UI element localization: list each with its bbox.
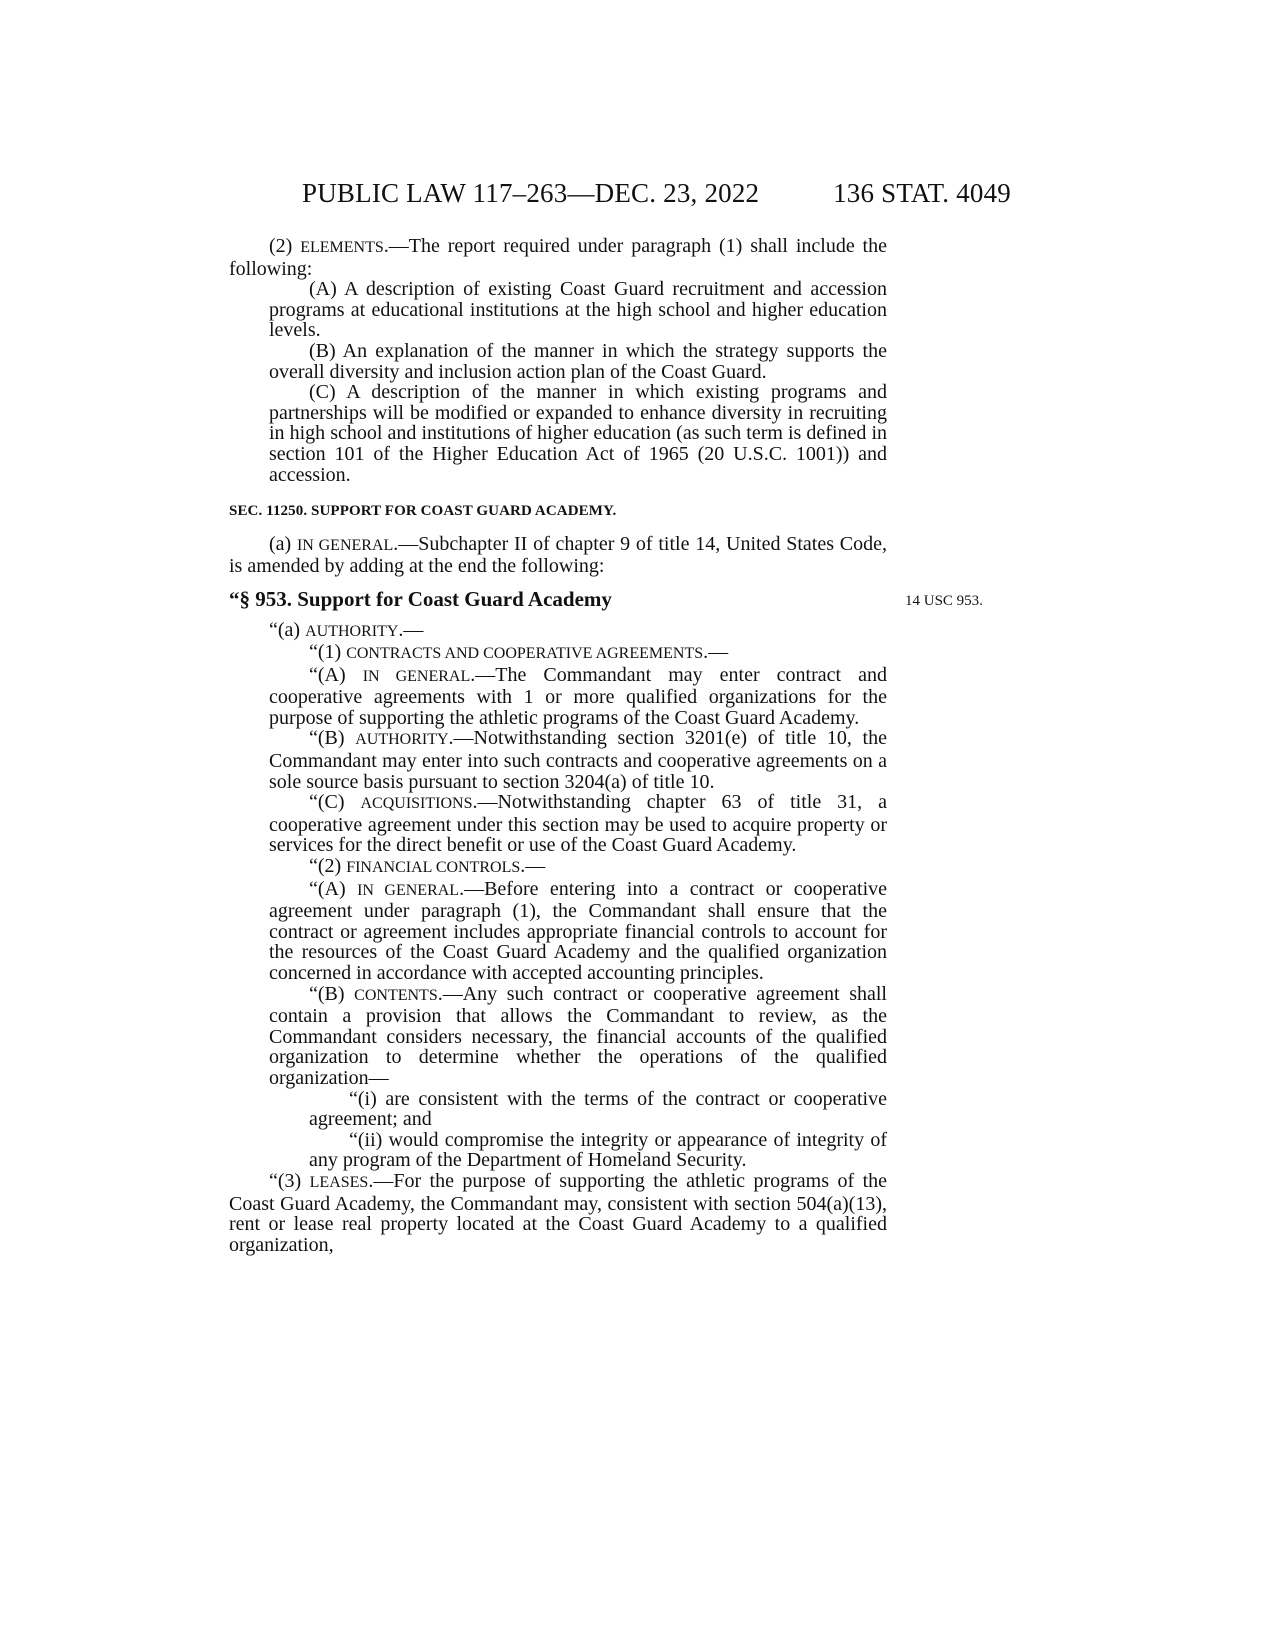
authority-heading-text: AUTHORITY [305, 622, 399, 640]
contracts-subparagraph-c [229, 792, 887, 856]
financial-heading [229, 856, 887, 879]
authority-dash: .— [398, 618, 424, 641]
contracts-b-text: .—Notwithstanding section 3201(e) of title 10, the Commandant may enter into such contracts and cooperative agreements on a sole source basis pursuant to section 3204(a) of title 10. [269, 727, 887, 793]
financial-dash: .— [520, 855, 546, 878]
elements-number: (2) [269, 235, 301, 257]
page-body [229, 235, 983, 1256]
financial-subparagraph-a [229, 879, 887, 984]
contracts-c-text: .—Notwithstanding chapter 63 of title 31, a cooperative agreement under this section may be used to acquire property or services for the direct benefit or use of the Coast Guard Academy. [269, 791, 887, 857]
financial-a-text: .—Before entering into a contract or cooperative agreement under paragraph (1), the Commandant shall ensure that the contract or agreement includes appropriate financial controls to account for the resources of the Coast Guard Academy and the qualified organization concerned in accordance with accepted accounting principles. [269, 877, 888, 984]
running-header-title: PUBLIC LAW 117–263—DEC. 23, 2022 [302, 178, 760, 208]
elements-item-a: (A) A description of existing Coast Guard recruitment and accession programs at educational institutions at the high school and higher education levels. [269, 278, 887, 342]
subsection-a-text: .—Subchapter II of chapter 9 of title 14, United States Code, is amended by adding at the end the following: [229, 532, 887, 578]
authority-heading [229, 620, 887, 643]
financial-heading-text: FINANCIAL CONTROLS [346, 859, 521, 877]
financial-b-text: .—Any such contract or cooperative agreement shall contain a provision that allows the Commandant to review, as the Commandant considers necessary, the financial accounts of the qualified organization to determine whether the operations of the qualified organization— [269, 982, 887, 1089]
contracts-subparagraph-a [229, 665, 887, 729]
contracts-heading [229, 642, 887, 665]
financial-clause-i: “(i) are consistent with the terms of the contract or cooperative agreement; and [309, 1087, 887, 1131]
contracts-number: “(1) [309, 641, 347, 664]
elements-heading: ELEMENTS [300, 239, 384, 256]
financial-a-number: “(A) [309, 877, 358, 900]
paragraph-elements [229, 236, 887, 279]
new-section-heading [229, 586, 983, 611]
financial-b-heading: CONTENTS [354, 986, 438, 1004]
elements-item-b: (B) An explanation of the manner in which the strategy supports the overall diversity and inclusion action plan of the Coast Guard. [269, 339, 887, 383]
leases-heading: LEASES [309, 1173, 369, 1191]
margin-note-usc: 14 USC 953. [905, 592, 983, 609]
elements-lead: .—The report required under paragraph (1) shall include the following: [229, 235, 887, 280]
subsection-a-heading: IN GENERAL [296, 536, 394, 554]
contracts-b-number: “(B) [309, 727, 356, 750]
page-stat-number: 136 STAT. 4049 [833, 178, 1011, 208]
contracts-c-number: “(C) [309, 791, 361, 814]
leases-paragraph [229, 1171, 887, 1255]
financial-b-number: “(B) [309, 982, 355, 1005]
financial-a-heading: IN GENERAL [357, 881, 460, 899]
contracts-a-heading: IN GENERAL [362, 667, 471, 685]
contracts-heading-text: CONTRACTS AND COOPERATIVE AGREEMENTS [346, 645, 704, 663]
financial-subparagraph-b [229, 984, 887, 1089]
contracts-a-text: .—The Commandant may enter contract and cooperative agreements with 1 or more qualified organizations for the purpose of supporting the athletic programs of the Coast Guard Academy. [269, 663, 887, 729]
authority-number: “(a) [269, 618, 306, 641]
elements-item-c: (C) A description of the manner in which existing programs and partnerships will be modified or expanded to enhance diversity in recruiting in high school and institutions of higher education (as such term is defined in section 101 of the Higher Education Act of 1965 (20 U.S.C. 1001)) and accession. [269, 381, 887, 486]
financial-clause-ii: “(ii) would compromise the integrity or appearance of integrity of any program of the Department of Homeland Security. [309, 1128, 887, 1172]
contracts-subparagraph-b [229, 728, 887, 792]
new-section-title: “§ 953. Support for Coast Guard Academy [229, 586, 612, 611]
financial-number: “(2) [309, 855, 347, 878]
leases-number: “(3) [269, 1169, 310, 1192]
subsection-a-number: (a) [269, 532, 297, 555]
leases-text: .—For the purpose of supporting the athletic programs of the Coast Guard Academy, the Commandant may, consistent with section 504(a)(13), rent or lease real property located at the Coast Guard Academy to a qualified organization, [229, 1169, 887, 1256]
contracts-c-heading: ACQUISITIONS [360, 795, 473, 813]
contracts-b-heading: AUTHORITY [355, 731, 449, 749]
section-subsection-a [229, 534, 887, 577]
contracts-a-number: “(A) [309, 663, 363, 686]
section-heading: SEC. 11250. SUPPORT FOR COAST GUARD ACADEMY. [229, 503, 617, 520]
contracts-dash: .— [703, 641, 729, 664]
